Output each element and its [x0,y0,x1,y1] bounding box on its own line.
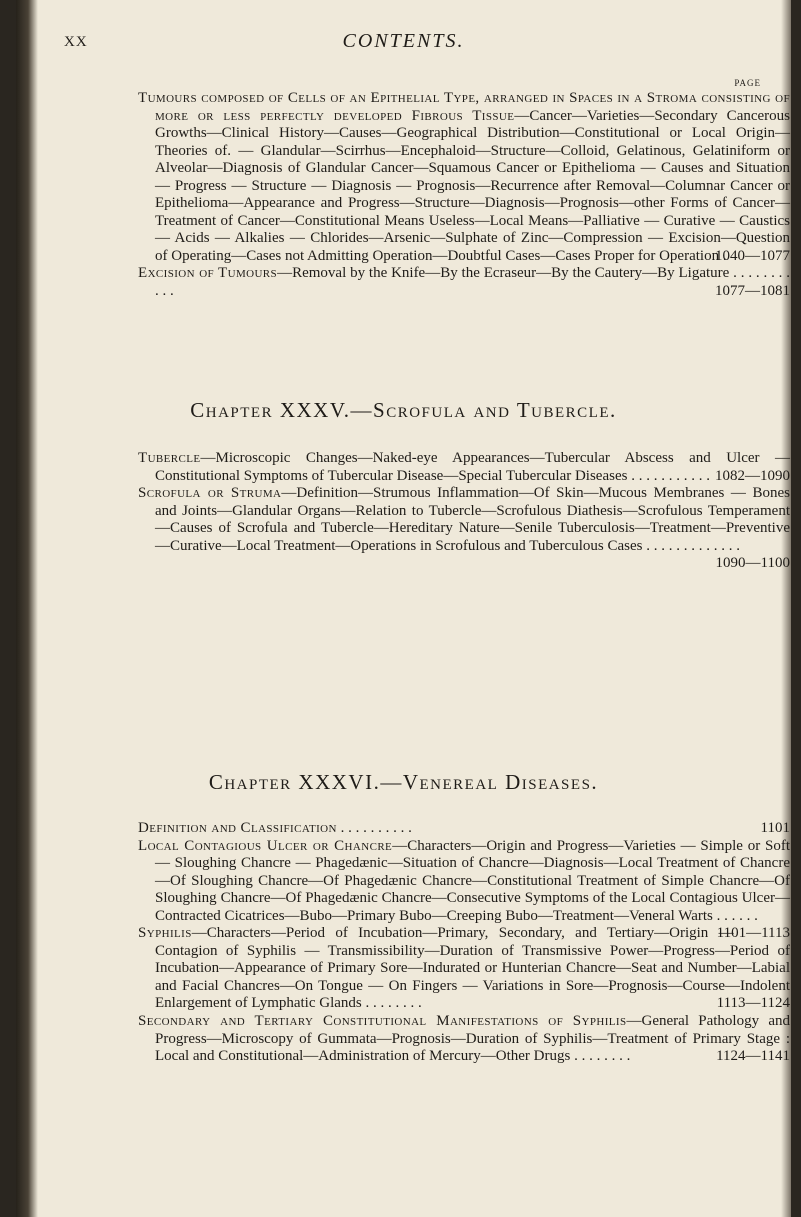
entry-text: —Cancer—Varieties—Secondary Cancerous Growths—Clinical History—Causes—Geographical Distribution—Constitutional or Local Origin—Theories of. — Glandular—Scirrhus—Encephaloid—Structure—Colloid, Gelatinous, Gelatiniform or Alveolar—Diagnosis of Glandular Cancer—Squamous Cancer or Epithelioma — Causes and Situation — Progress — Structure — Diagnosis — Prognosis—Recurrence after Removal—Columnar Cancer or Epithelioma—Appearance and Progress—Structure—Diagnosis—Prognosis—other Forms of Cancer—Treatment of Cancer—Constitutional Means Useless—Local Means—Palliative — Curative — Caustics — Acids — Alkalies — Chlorides—Arsenic—Sulphate of Zinc—Compression — Excision—Question of Operating—Cases not Admitting Operation—Doubtful Cases—Cases Proper for Operation . [155,107,790,264]
entry-heading: Local Contagious Ulcer or Chancre [138,837,393,854]
section-tumours [138,90,790,301]
page-range: 1124—1141 [716,1048,790,1065]
entry-heading: Definition and Classification [138,820,337,836]
page-range: 1077—1081 [715,283,790,300]
toc-entry [138,450,790,485]
toc-entry [138,485,790,572]
page-range: 1113—1124 [716,995,790,1012]
entry-heading: Scrofula or Struma [138,485,282,502]
chapter-35-title: Chapter XXXV.—Scrofula and Tubercle. [190,398,617,422]
entry-heading: Tubercle [138,450,201,466]
entry-text: . . . . . . . . . . [336,820,412,836]
entry-text: —Microscopic Changes—Naked-eye Appearances—Tubercular Abscess and Ulcer — Constitutional Symptoms of Tubercular Disease—Special Tubercular Diseases . . . . . . . . . . . [155,450,790,484]
chapter-35-entries [138,450,790,573]
toc-entry [138,265,790,300]
toc-entry [138,925,790,1013]
page-number: XX [64,34,88,50]
running-title: CONTENTS. [342,30,465,52]
entry-text: —Removal by the Knife—By the Ecraseur—By the Cautery—By Ligature . . . . . . . . . . . [155,265,790,300]
page-range: 1040—1077 [715,247,790,264]
book-page [16,0,791,1217]
toc-entry [138,820,790,838]
toc-entry [138,90,790,265]
page-range: 1101 [760,820,790,836]
entry-heading: Syphilis [138,925,192,942]
toc-entry [138,1013,790,1066]
entry-text: —General Pathology and Progress—Microscopy of Gummata—Prognosis—Duration of Syphilis—Treatment of Primary Stage : Local and Constitutional—Administration of Mercury—Other Drugs . . . . . . . . [155,1013,791,1065]
binding-gutter [16,0,38,1217]
entry-heading: Excision of Tumours [138,265,278,282]
chapter-36-entries [138,820,790,1066]
entry-text: —Definition—Strumous Inflammation—Of Skin—Mucous Membranes — Bones and Joints—Glandular Organs—Relation to Tubercle—Scrofulous Diathesis—Scrofulous Temperament—Causes of Scrofula and Tubercle—Hereditary Nature—Senile Tuberculosis—Treatment—Preventive—Curative—Local Treatment—Operations in Scrofulous and Tuberculous Cases . . . . . . . . . . . . . [155,485,790,554]
page-range: 1082—1090 [715,467,790,484]
page-range: 1101—1113 [716,925,790,942]
page-column-label: PAGE [734,78,761,88]
entry-heading: Secondary and Tertiary Constitutional Manifestations of Syphilis [138,1013,627,1030]
entry-text: —Characters—Period of Incubation—Primary, Secondary, and Tertiary—Origin — Contagion of Syphilis — Transmissibility—Duration of Transmissive Power—Progress—Period of Incubation—Appearance of Primary Sore—Indurated or Hunterian Chancre—Seat and Number—Labial and Facial Chancres—On Tongue — On Fingers — Variations in Sore—Prognosis—Course—Indolent Enlargement of Lymphatic Glands . . . . . . . . [155,925,790,1012]
chapter-36-title: Chapter XXXVI.—Venereal Diseases. [208,770,599,794]
entry-heading: Tumours composed of Cells of an Epithelial Type, arranged in Spaces in a Stroma consisting of more or less perfectly developed Fibrous Tissue [138,90,790,124]
entry-text: —Characters—Origin and Progress—Varieties — Simple or Soft — Sloughing Chancre — Phagedænic—Situation of Chancre—Diagnosis—Local Treatment of Chancre—Of Sloughing Chancre—Of Phagedænic Chancre—Constitutional Treatment of Simple Chancre—Of Sloughing Chancre—Of Phagedænic Chancre—Consecutive Symptoms of the Local Contagious Ulcer—Contracted Cicatrices—Bubo—Primary Bubo—Creeping Bubo—Treatment—Veneral Warts . . . . . . [155,837,790,924]
page-range: 1090—1100 [715,555,790,572]
